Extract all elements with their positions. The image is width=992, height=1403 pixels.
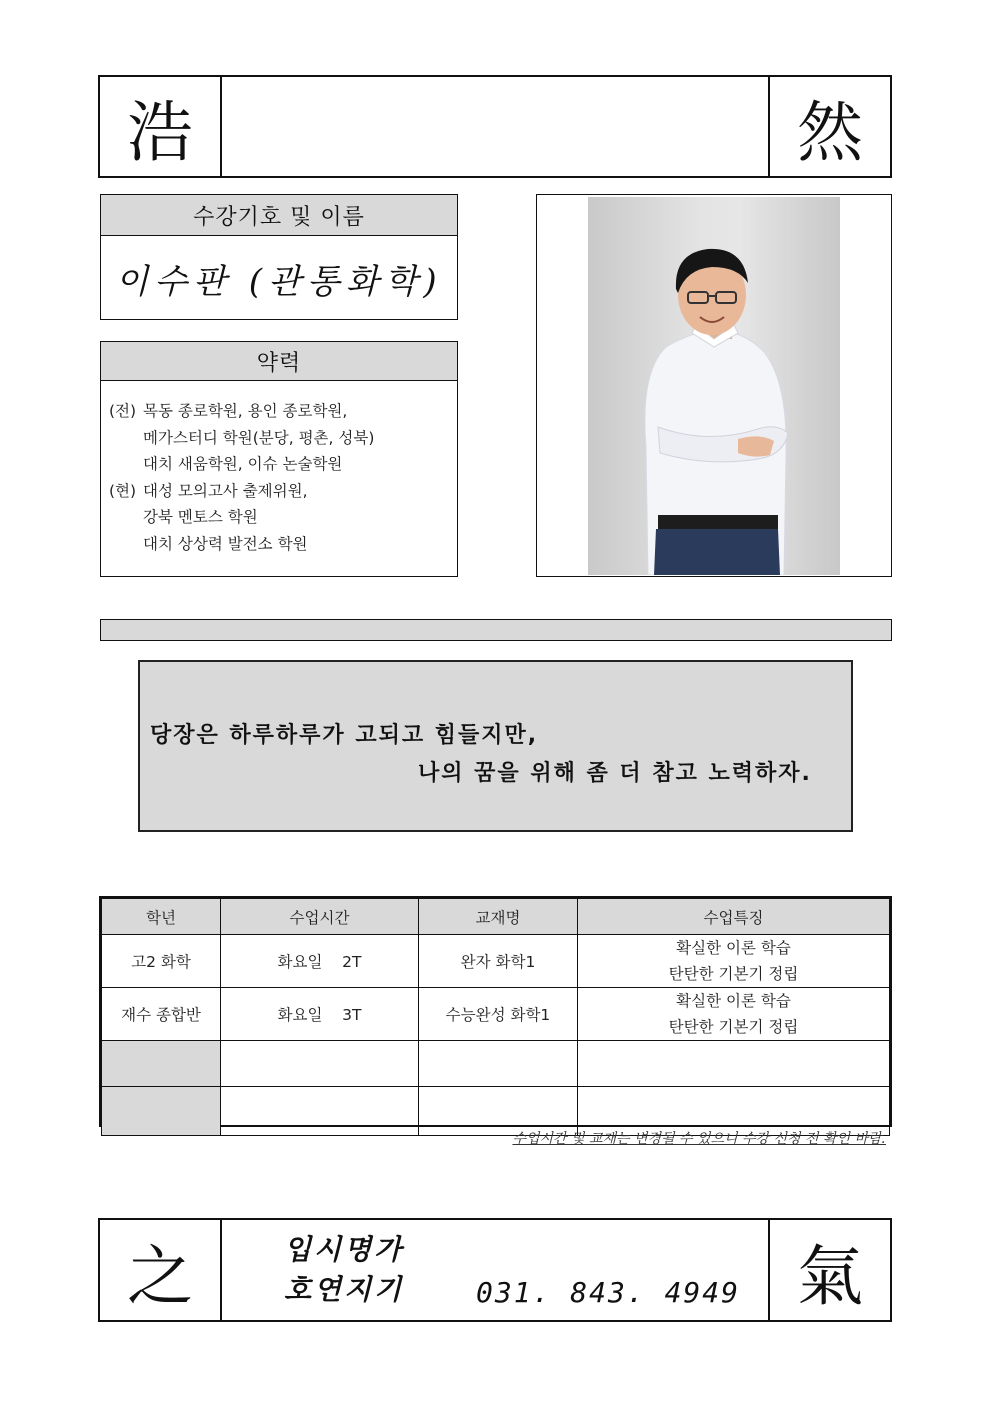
footer-right-char: 氣 [768, 1218, 892, 1322]
footer-title-line-2: 호연지기 [284, 1273, 405, 1306]
career-section [100, 341, 458, 577]
table-row [102, 1041, 890, 1087]
name-section [100, 194, 458, 320]
teacher-photo [588, 197, 840, 575]
teacher-name: 이수판 (관통화학) [115, 261, 443, 302]
name-display [101, 236, 457, 320]
cell-time: 화요일 2T [221, 935, 419, 988]
career-list [101, 381, 457, 557]
motto-line-1: 당장은 하루하루가 고되고 힘들지만, [150, 723, 539, 748]
col-header-grade: 학년 [102, 899, 221, 935]
motto-box [138, 660, 853, 832]
career-line: 대치 새움학원, 이슈 논술학원 [143, 455, 343, 473]
motto-line-2: 나의 꿈을 위해 좀 더 참고 노력하자. [418, 761, 812, 786]
schedule-table [99, 896, 892, 1127]
col-header-book: 교재명 [419, 899, 578, 935]
header-left-char: 浩 [98, 75, 222, 178]
name-section-title: 수강기호 및 이름 [101, 195, 457, 236]
footer-left-char: 之 [98, 1218, 222, 1322]
phone-number: 031. 843. 4949 [476, 1276, 741, 1309]
career-title: 약력 [101, 342, 457, 381]
career-line: (현) 대성 모의고사 출제위원, [109, 481, 308, 500]
cell-feature: 확실한 이론 학습 탄탄한 기본기 정립 [578, 988, 890, 1041]
career-line: (전) 목동 종로학원, 용인 종로학원, [109, 402, 348, 420]
table-row [102, 988, 890, 1041]
cell-grade [102, 1087, 221, 1136]
table-row [102, 935, 890, 988]
cell-time [221, 1041, 419, 1087]
cell-book: 수능완성 화학1 [419, 988, 578, 1041]
cell-grade [102, 1041, 221, 1087]
footer-title-line-1: 입시명가 [284, 1233, 405, 1266]
career-line: 메가스터디 학원(분당, 평촌, 성북) [143, 428, 375, 447]
cell-feature: 확실한 이론 학습 탄탄한 기본기 정립 [578, 935, 890, 988]
cell-time: 화요일 3T [221, 988, 419, 1041]
photo-frame [536, 194, 892, 577]
cell-book: 완자 화학1 [419, 935, 578, 988]
header-right-char: 然 [768, 75, 892, 178]
cell-time [221, 1087, 419, 1136]
schedule-note: 수업시간 및 교재는 변경될 수 있으니 수강 신청 전 확인 바람. [512, 1131, 886, 1147]
cell-grade: 재수 종합반 [102, 988, 221, 1041]
cell-book [419, 1041, 578, 1087]
footer-title [284, 1230, 404, 1310]
cell-feature [578, 1041, 890, 1087]
col-header-time: 수업시간 [221, 899, 419, 935]
col-header-feature: 수업특징 [578, 899, 890, 935]
person-silhouette [588, 197, 840, 575]
divider-bar [100, 619, 892, 641]
career-line: 강북 멘토스 학원 [143, 508, 258, 526]
cell-grade: 고2 화학 [102, 935, 221, 988]
career-line: 대치 상상력 발전소 학원 [143, 534, 308, 553]
